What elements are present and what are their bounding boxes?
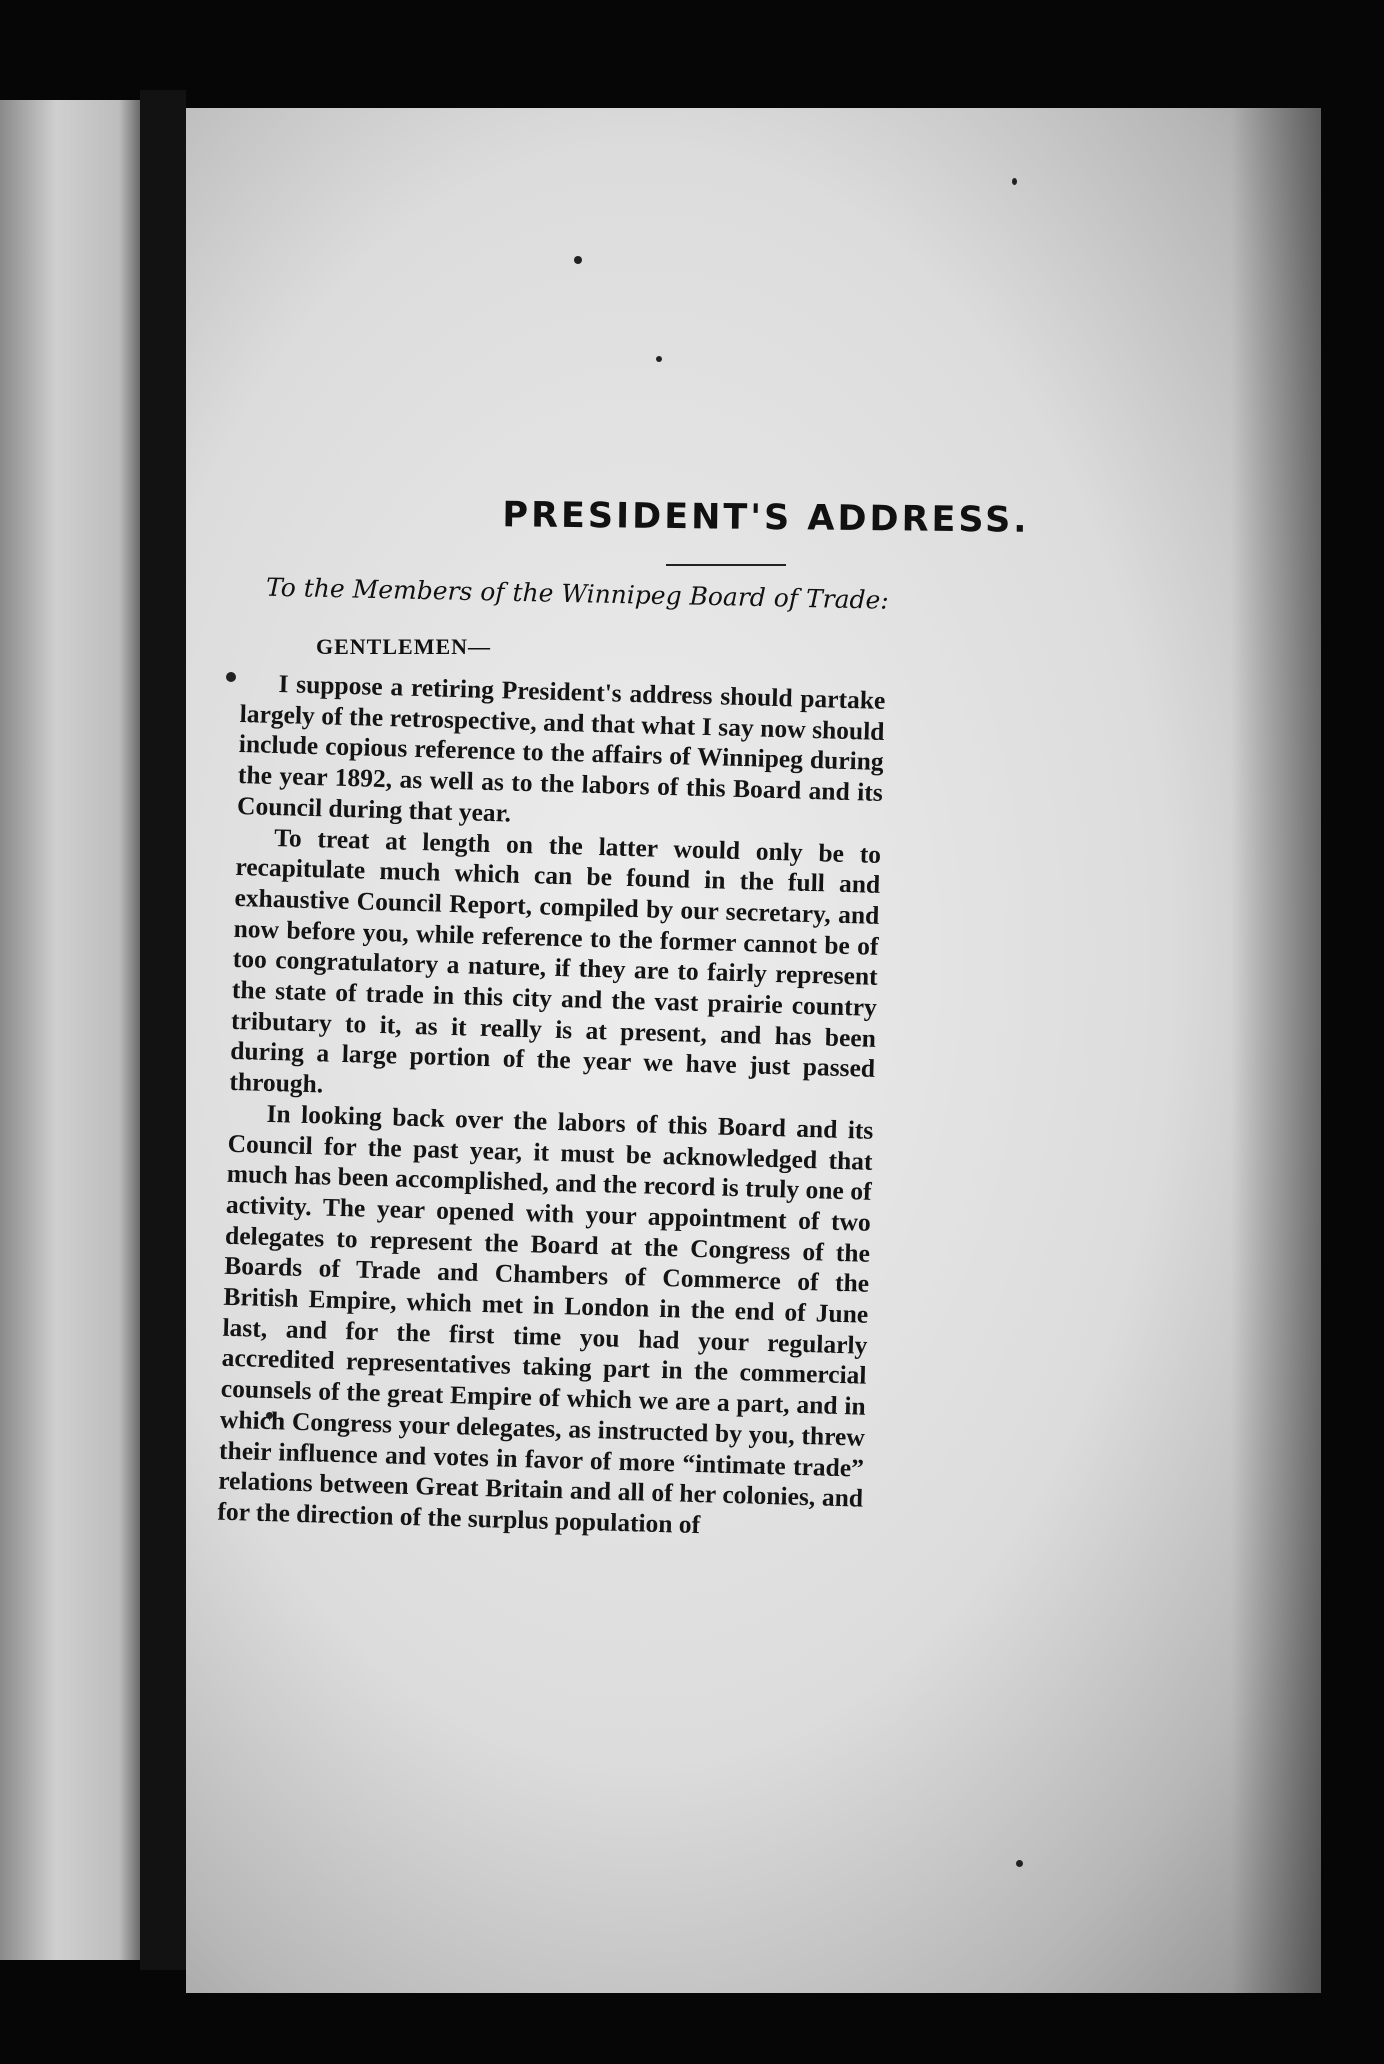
ink-speck	[656, 356, 662, 362]
paragraph: In looking back over the labors of this Board and its Council for the past year, it must be acknowledged that much has been accomplished, and the record is truly one of activity. The year opened with your appointment of two delegates to represent the Board at the Congress of the Boards of Trade and Chambers of Commerce of the British Empire, which met in London in the end of June last, and for the first time you had your regularly accredited representatives taking part in the commercial counsels of the great Empire of which we are a part, and in which Congress your delegates, as instructed by you, threw their influence and votes in favor of more “intimate trade” relations between Great Britain and all of her colonies, and for the direction of the surplus population of	[217, 1098, 874, 1540]
ink-speck	[226, 672, 236, 682]
page-heading: PRESIDENT'S ADDRESS.	[502, 495, 1030, 541]
ink-speck	[1016, 1860, 1023, 1867]
book-gutter	[140, 90, 186, 1970]
paragraph: I suppose a retiring President's address should partake largely of the retrospective, and that what I say now should include copious reference to the affairs of Winnipeg during the year 1892, as well as to the labors of this Board and its Council during that year.	[236, 669, 886, 828]
salutation-line: To the Members of the Winnipeg Board of Trade:	[265, 572, 890, 615]
paragraph: To treat at length on the latter would only be to recapitulate much which can be found in the full and exhaustive Council Report, compiled by our secretary, and now before you, while reference to the former cannot be of too congratulatory a nature, if they are to fairly represent the state of trade in this city and the vast prairie country tributary to it, as it really is at present, and has been during a large portion of the year we have just passed through.	[229, 822, 882, 1099]
document-page	[186, 108, 1321, 1993]
ink-speck	[1012, 178, 1017, 185]
heading-rule	[666, 564, 786, 566]
ink-speck	[574, 256, 582, 264]
address-body	[217, 668, 886, 1545]
greeting-line: GENTLEMEN—	[316, 634, 492, 659]
facing-page-edge	[0, 100, 140, 1960]
